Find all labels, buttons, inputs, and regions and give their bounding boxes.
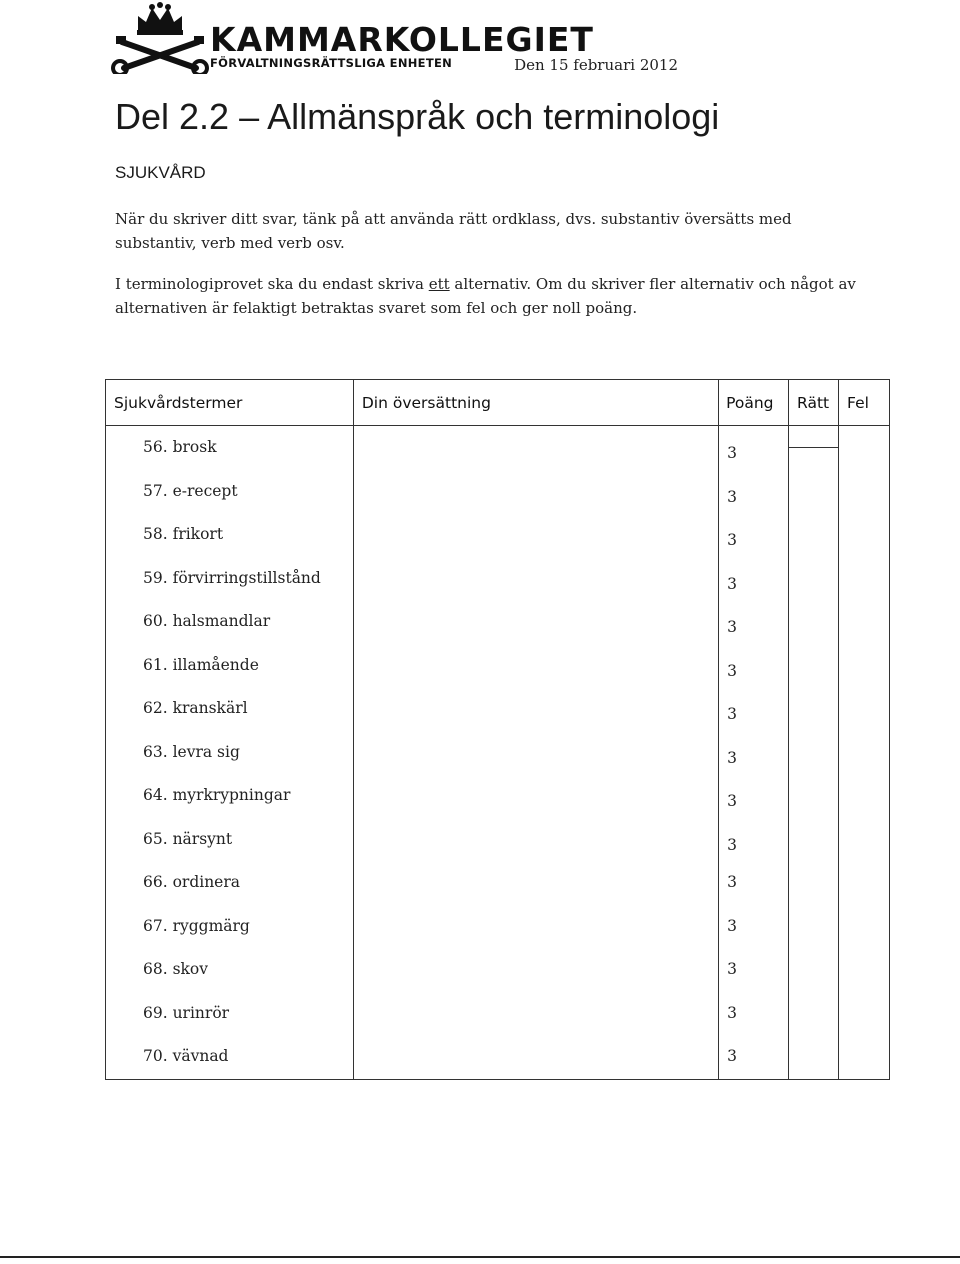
page-title: Del 2.2 – Allmänspråk och terminologi — [115, 96, 720, 137]
points-value: 3 — [727, 873, 737, 891]
term-item: 68. skov — [143, 960, 209, 978]
term-item: 69. urinrör — [143, 1003, 230, 1022]
points-value: 3 — [727, 1047, 737, 1065]
term-item: 67. ryggmärg — [143, 916, 250, 935]
points-column — [719, 426, 789, 1080]
term-item: 59. förvirringstillstånd — [143, 568, 321, 587]
term-item: 58. frikort — [143, 525, 224, 543]
instruction-text-start: I terminologiprovet ska du endast skriva — [115, 275, 429, 293]
org-unit: FÖRVALTNINGSRÄTTSLIGA ENHETEN — [210, 56, 453, 70]
term-item: 57. e-recept — [143, 481, 238, 500]
points-value: 3 — [727, 531, 737, 549]
table-body-row — [106, 426, 890, 1080]
terms-column — [106, 426, 354, 1080]
underlined-word: ett — [428, 275, 450, 293]
points-value: 3 — [727, 748, 737, 767]
term-item: 60. halsmandlar — [143, 612, 271, 630]
points-value: 3 — [727, 916, 737, 935]
term-item: 70. vävnad — [143, 1047, 229, 1065]
points-value: 3 — [727, 487, 737, 506]
correct-column — [789, 426, 839, 1080]
page-bottom-rule — [0, 1256, 960, 1258]
term-item: 64. myrkrypningar — [143, 786, 291, 804]
points-value: 3 — [727, 618, 737, 636]
document-date: Den 15 februari 2012 — [514, 56, 678, 74]
term-item: 66. ordinera — [143, 873, 241, 891]
points-value: 3 — [727, 574, 737, 593]
crown-keys-emblem-icon — [110, 2, 210, 74]
terminology-table — [105, 379, 890, 1080]
points-value: 3 — [727, 705, 737, 723]
points-value: 3 — [727, 1003, 737, 1022]
org-name: KAMMARKOLLEGIET — [210, 20, 594, 59]
section-subtitle: SJUKVÅRD — [115, 163, 206, 182]
points-value: 3 — [727, 792, 737, 810]
points-value: 3 — [727, 661, 737, 680]
correct-grading-box — [789, 426, 838, 448]
term-item: 65. närsynt — [143, 829, 233, 848]
terms-list — [106, 426, 353, 1079]
table-header-row — [106, 380, 890, 426]
translation-answer-field[interactable] — [353, 426, 718, 1080]
points-value: 3 — [727, 444, 737, 462]
points-value: 3 — [727, 960, 737, 978]
logo — [110, 2, 594, 74]
header-translation: Din översättning — [353, 380, 718, 426]
instruction-paragraph-1: När du skriver ditt svar, tänk på att använda rätt ordklass, dvs. substantiv översätts med substantiv, verb med verb osv. — [115, 210, 792, 252]
term-item: 61. illamående — [143, 655, 259, 674]
term-item: 63. levra sig — [143, 742, 240, 761]
header-wrong: Fel — [839, 380, 890, 426]
instruction-paragraph-2 — [115, 272, 875, 320]
term-item: 62. kranskärl — [143, 699, 248, 717]
header-correct: Rätt — [789, 380, 839, 426]
points-list — [719, 426, 788, 1079]
header-terms: Sjukvårdstermer — [106, 380, 354, 426]
points-value: 3 — [727, 835, 737, 854]
wrong-column — [839, 426, 890, 1080]
term-item: 56. brosk — [143, 438, 217, 456]
header-points: Poäng — [719, 380, 789, 426]
instruction-text-end: alternativ. Om du skriver fler alternativ och något av alternativen är felaktigt betraktas svaret som fel och ger noll poäng. — [115, 275, 856, 317]
